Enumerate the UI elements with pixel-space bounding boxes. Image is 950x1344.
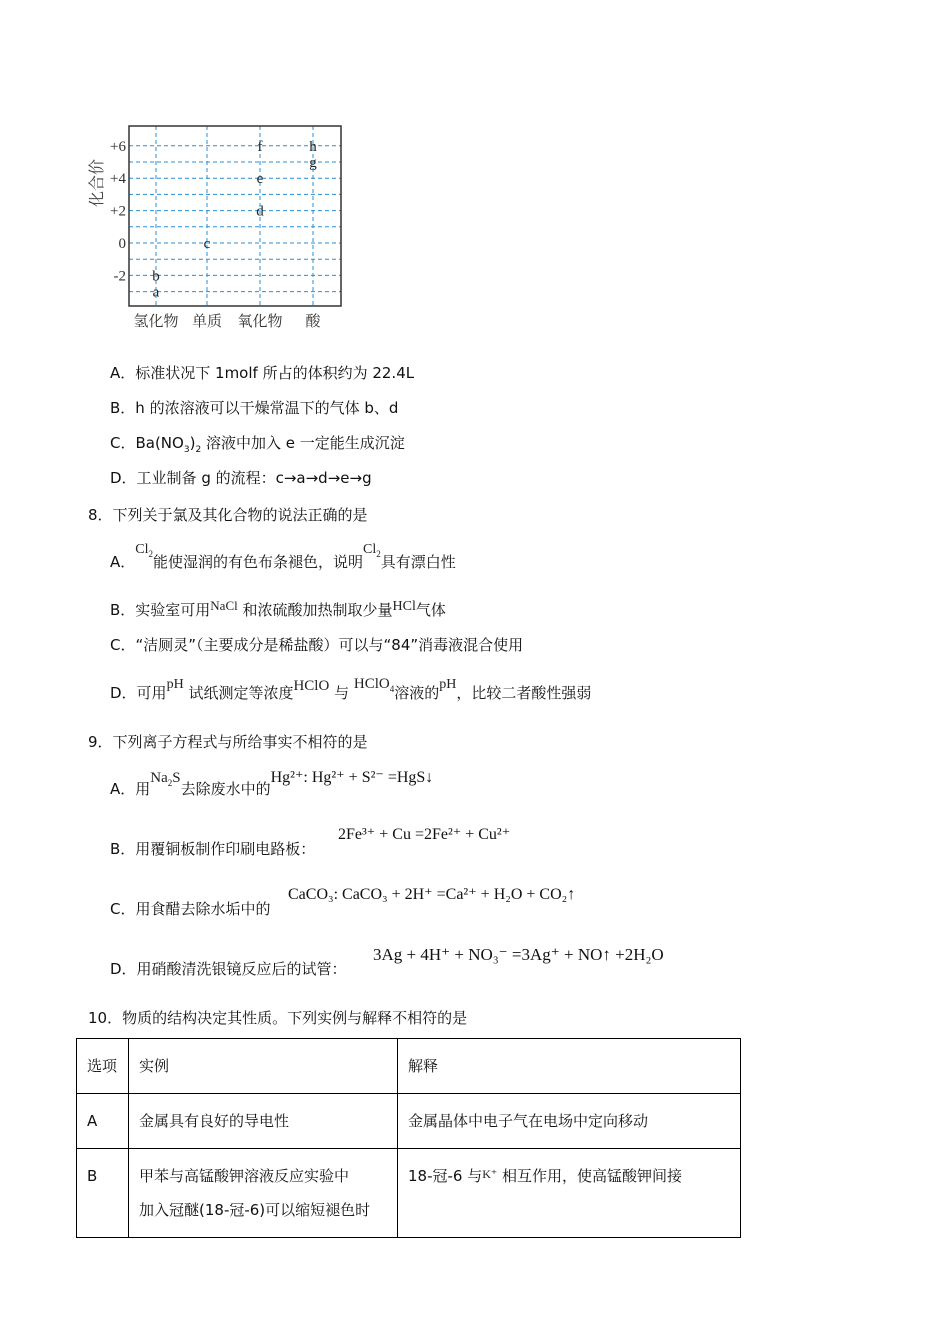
point-label-g: g [309,155,317,171]
x-category-label: 氧化物 [237,312,283,330]
point-label-b: b [152,268,160,285]
point-label-e: e [256,171,264,188]
q9-option-b-label: B．用覆铜板制作印刷电路板： [110,840,316,858]
q9-a-equation: Hg²⁺: Hg²⁺ + S²⁻ =HgS↓ [270,769,434,786]
row-b-option: B [77,1149,129,1238]
q9-option-d-label: D．用硝酸清洗银镜反应后的试管： [110,960,347,978]
point-label-d: d [256,203,264,220]
q9-option-a: A．用$Na_2S$去除废水中的Hg²⁺: Hg²⁺ + S²⁻ =HgS↓ [110,769,434,798]
y-tick-label: 0 [118,236,126,252]
q8-stem: 8．下列关于氯及其化合物的说法正确的是 [88,506,368,524]
row-b-example: 甲苯与高锰酸钾溶液反应实验中 加入冠醚(18-冠-6)可以缩短褪色时 [129,1149,398,1238]
y-tick-label: -2 [113,268,126,285]
x-category-label: 酸 [305,312,321,330]
q9-d-equation: 3Ag + 4H⁺ + NO₃⁻ =3Ag⁺ + NO↑ +2H₂O [373,945,664,964]
q9-stem: 9．下列离子方程式与所给事实不相符的是 [88,733,368,751]
x-category-label: 单质 [191,312,223,330]
q8-option-d: D．可用pH 试纸测定等浓度HClO 与 HClO$_4$溶液的pH，比较二者酸性强弱 [110,676,592,702]
table-row [77,1094,741,1149]
point-label-h: h [309,138,317,155]
q9-b-equation: 2Fe³⁺ + Cu =2Fe²⁺ + Cu²⁺ [338,826,511,843]
chart-y-label: 化合价 [89,158,106,208]
header-option: 选项 [77,1039,129,1094]
q9-c-equation: CaCO₃: CaCO₃ + 2H⁺ =Ca²⁺ + H₂O + CO₂↑ [288,886,576,903]
q8-option-b: B．实验室可用NaCl 和浓硫酸加热制取少量HCl气体 [110,598,446,619]
row-a-example: 金属具有良好的导电性 [129,1094,398,1149]
table-row [77,1149,741,1238]
y-tick-label: +6 [110,138,126,155]
y-tick-label: +2 [110,203,126,220]
row-a-explanation: 金属晶体中电子气在电场中定向移动 [398,1094,741,1149]
point-label-c: c [203,236,211,252]
q7-option-d: D．工业制备 g 的流程：c→a→d→e→g [110,469,372,487]
q7-option-a: A．标准状况下 1molf 所占的体积约为 22.4L [110,364,415,382]
q9-option-c-label: C．用食醋去除水垢中的 [110,900,271,918]
point-label-a: a [152,284,160,301]
q10-stem: 10．物质的结构决定其性质。下列实例与解释不相符的是 [88,1009,468,1027]
row-a-option: A [77,1094,129,1149]
point-label-f: f [257,138,263,155]
x-category-label: 氢化物 [133,312,179,330]
row-b-explanation: 18-冠-6 与$^{K^+}$ 相互作用，使高锰酸钾间接 [398,1149,741,1238]
q10-table [76,1038,741,1238]
header-example: 实例 [129,1039,398,1094]
q7-option-c: C．$Ba(NO_3)_2$ 溶液中加入 e 一定能生成沉淀 [110,434,405,455]
valence-chart [80,118,360,340]
table-header-row [77,1039,741,1094]
q8-option-c: C．“洁厕灵”（主要成分是稀盐酸）可以与“84”消毒液混合使用 [110,636,524,654]
q7-option-b: B．h 的浓溶液可以干燥常温下的气体 b、d [110,399,399,417]
y-tick-label: +4 [110,171,126,188]
header-explanation: 解释 [398,1039,741,1094]
q8-option-a: A．$Cl_2$能使湿润的有色布条褪色，说明$Cl_2$具有漂白性 [110,542,456,571]
